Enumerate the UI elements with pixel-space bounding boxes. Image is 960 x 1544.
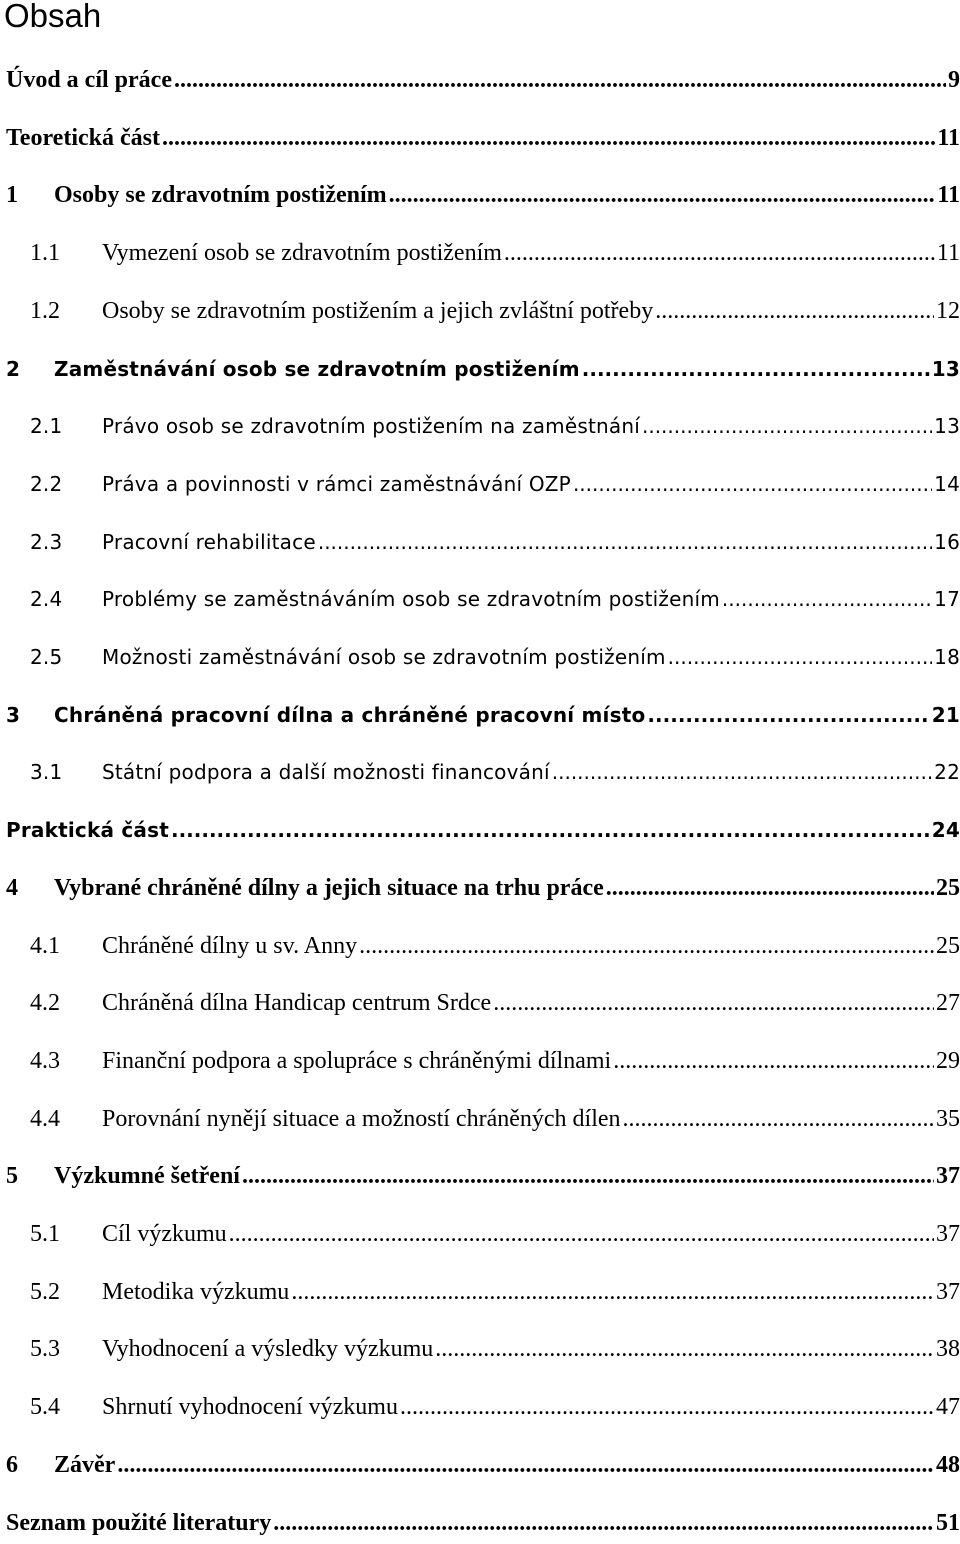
dot-leader (291, 1274, 934, 1310)
toc-entry-number: 5.1 (30, 1221, 60, 1247)
toc-entry-number: 1.1 (30, 240, 60, 267)
toc-entry-page-number: 21 (931, 702, 960, 727)
toc-entry-page-number: 9 (948, 67, 960, 93)
toc-entry-number: 4.1 (30, 932, 60, 959)
toc-entry-number: 4.2 (30, 990, 60, 1017)
toc-entry-title: Osoby se zdravotním postižením a jejich zvláštní potřeby (102, 297, 654, 324)
dot-leader (722, 581, 932, 617)
toc-entry-page-number: 38 (936, 1336, 960, 1363)
toc-entry[interactable] (30, 1216, 960, 1252)
toc-entry-title: Metodika výzkumu (102, 1278, 290, 1305)
dot-leader (613, 1043, 934, 1079)
toc-entry[interactable] (30, 1389, 960, 1425)
toc-entry[interactable] (30, 408, 960, 444)
toc-entry-title: Výzkumné šetření (54, 1163, 240, 1190)
dot-leader (668, 639, 932, 675)
toc-entry-title: Vymezení osob se zdravotním postižením (102, 240, 502, 267)
toc-entry[interactable] (30, 639, 960, 675)
dot-leader (493, 985, 934, 1021)
dot-leader (318, 524, 932, 560)
toc-entry-number: 2.4 (30, 587, 63, 612)
toc-entry-number: 5.4 (30, 1394, 60, 1421)
toc-entry-page-number: 35 (936, 1105, 960, 1132)
toc-entry-number: 6 (6, 1451, 18, 1478)
toc-entry-title: Závěr (54, 1451, 116, 1478)
toc-entry-title: Pracovní rehabilitace (102, 529, 316, 554)
dot-leader (647, 697, 929, 733)
toc-entry-title: Zaměstnávání osob se zdravotním postižením (54, 356, 580, 381)
toc-entry-title: Porovnání nynějí situace a možností chráněných dílen (102, 1105, 621, 1132)
toc-entry-title: Chráněná dílna Handicap centrum Srdce (102, 990, 492, 1017)
toc-entry[interactable] (30, 1331, 960, 1367)
toc-entry-title: Seznam použité literatury (6, 1509, 272, 1536)
toc-entry-page-number: 18 (934, 645, 960, 669)
toc-entry-page-number: 47 (936, 1394, 960, 1421)
toc-entry-title: Vyhodnocení a výsledky výzkumu (102, 1336, 434, 1363)
toc-entry[interactable] (30, 1101, 960, 1137)
dot-leader (400, 1389, 934, 1425)
toc-entry-page-number: 27 (936, 990, 960, 1017)
toc-entry-number: 5.3 (30, 1336, 60, 1363)
toc-entry-title: Teoretická část (6, 124, 160, 151)
toc-entry-number: 2.5 (30, 645, 63, 669)
toc-entry[interactable] (6, 62, 960, 98)
toc-entry[interactable] (30, 524, 960, 560)
dot-leader (171, 812, 930, 848)
toc-entry-page-number: 11 (936, 240, 960, 267)
toc-entry-title: Problémy se zaměstnáváním osob se zdravotním postižením (102, 587, 720, 612)
toc-entry-title: Shrnutí vyhodnocení výzkumu (102, 1394, 398, 1421)
page-title: Obsah (4, 0, 102, 34)
toc-entry[interactable] (6, 1447, 960, 1483)
toc-entry[interactable] (30, 235, 960, 271)
dot-leader (573, 466, 932, 502)
toc-entry[interactable] (30, 928, 960, 964)
toc-entry[interactable] (30, 1274, 960, 1310)
dot-leader (174, 62, 946, 98)
toc-entry[interactable] (6, 177, 960, 213)
toc-entry-number: 1 (6, 182, 18, 209)
toc-entry-number: 4.4 (30, 1105, 60, 1132)
toc-entry[interactable] (30, 293, 960, 329)
toc-entry-number: 2.3 (30, 529, 63, 554)
toc-entry-page-number: 29 (936, 1047, 960, 1074)
toc-entry-page-number: 13 (934, 414, 960, 439)
toc-entry-page-number: 11 (937, 124, 960, 151)
toc-entry-page-number: 37 (936, 1221, 960, 1247)
toc-entry-title: Chráněná pracovní dílna a chráněné pracovní místo (54, 702, 646, 727)
toc-entry-page-number: 11 (937, 182, 960, 209)
toc-entry-title: Státní podpora a další možnosti financování (102, 760, 550, 785)
dot-leader (435, 1331, 934, 1367)
toc-entry-title: Právo osob se zdravotním postižením na zaměstnání (102, 414, 640, 439)
toc-entry[interactable] (30, 466, 960, 502)
toc-entry-page-number: 37 (936, 1163, 960, 1190)
dot-leader (117, 1447, 934, 1483)
toc-entry-title: Úvod a cíl práce (6, 67, 172, 93)
dot-leader (606, 870, 934, 906)
toc-entry-page-number: 25 (936, 932, 960, 959)
toc-entry[interactable] (6, 870, 960, 906)
dot-leader (642, 408, 932, 444)
toc-entry-title: Cíl výzkumu (102, 1221, 227, 1247)
toc-entry[interactable] (6, 697, 960, 733)
toc-entry-page-number: 25 (936, 874, 960, 901)
dot-leader (229, 1216, 934, 1252)
toc-entry-number: 5.2 (30, 1278, 60, 1305)
dot-leader (655, 293, 934, 329)
toc-entry[interactable] (30, 581, 960, 617)
toc-entry-number: 3.1 (30, 760, 63, 785)
toc-entry-page-number: 17 (934, 587, 960, 612)
toc-entry-page-number: 22 (934, 760, 960, 785)
toc-entry-title: Vybrané chráněné dílny a jejich situace na trhu práce (54, 874, 604, 901)
dot-leader (162, 120, 935, 156)
toc-entry-number: 5 (6, 1163, 18, 1190)
toc-entry[interactable] (6, 812, 960, 848)
toc-entry-number: 2.2 (30, 471, 63, 496)
toc-entry[interactable] (6, 1505, 960, 1541)
toc-entry[interactable] (6, 1158, 960, 1194)
toc-entry[interactable] (6, 120, 960, 156)
toc-entry[interactable] (6, 351, 960, 387)
toc-entry-number: 2 (6, 356, 21, 381)
toc-entry-page-number: 12 (936, 297, 960, 324)
toc-entry[interactable] (30, 985, 960, 1021)
toc-entry-title: Osoby se zdravotním postižením (54, 182, 387, 209)
dot-leader (273, 1505, 934, 1541)
toc-entry-title: Finanční podpora a spolupráce s chráněnými dílnami (102, 1047, 612, 1074)
toc-entry-page-number: 48 (936, 1451, 960, 1478)
toc-entry-page-number: 13 (931, 356, 960, 381)
toc-entry[interactable] (30, 1043, 960, 1079)
dot-leader (389, 177, 936, 213)
toc-entry[interactable] (30, 754, 960, 790)
toc-entry-page-number: 51 (936, 1509, 960, 1536)
dot-leader (582, 351, 930, 387)
dot-leader (623, 1101, 934, 1137)
toc-entry-number: 4 (6, 874, 18, 901)
dot-leader (552, 754, 932, 790)
toc-entry-page-number: 14 (934, 471, 960, 496)
toc-entry-title: Práva a povinnosti v rámci zaměstnávání OZP (102, 471, 571, 496)
toc-entry-page-number: 37 (936, 1278, 960, 1305)
dot-leader (504, 235, 935, 271)
toc-entry-number: 4.3 (30, 1047, 60, 1074)
toc-entry-title: Možnosti zaměstnávání osob se zdravotním postižením (102, 645, 666, 669)
toc-entry-number: 1.2 (30, 297, 60, 324)
toc-entry-page-number: 16 (934, 529, 960, 554)
dot-leader (359, 928, 934, 964)
toc-entry-title: Chráněné dílny u sv. Anny (102, 932, 358, 959)
toc-entry-page-number: 24 (931, 818, 960, 843)
toc-entry-number: 3 (6, 702, 21, 727)
toc-entry-number: 2.1 (30, 414, 63, 439)
dot-leader (242, 1158, 934, 1194)
toc-entry-title: Praktická část (6, 818, 169, 843)
